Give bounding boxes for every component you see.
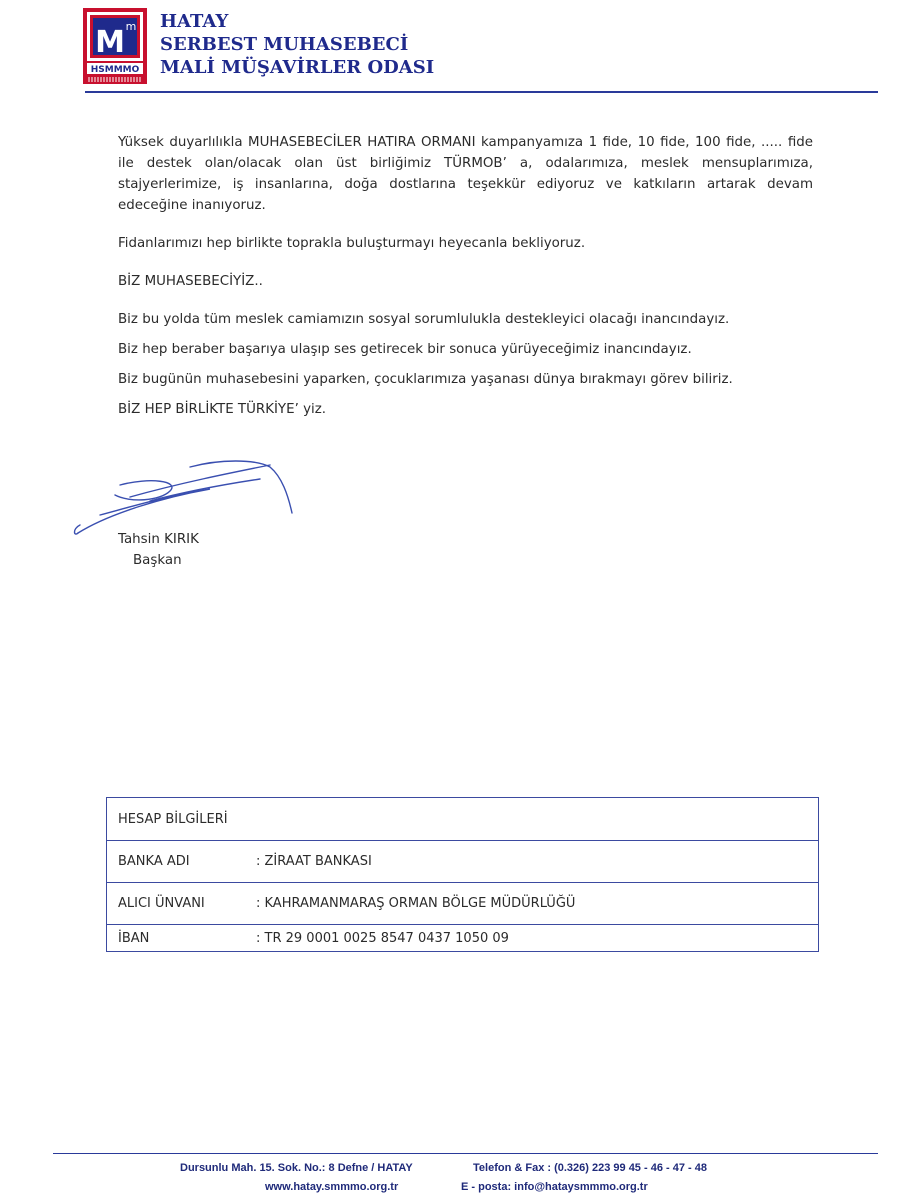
header-divider [85,91,878,93]
table-row [107,841,819,883]
paragraph-slogan: BİZ MUHASEBECİYİZ.. [118,274,263,289]
table-row [107,798,819,841]
footer-divider [53,1153,878,1154]
paragraph-belief-2: Biz hep beraber başarıya ulaşıp ses getirecek bir sonuca yürüyeceğimiz inancındayız. [118,342,692,357]
footer-website: www.hatay.smmmo.org.tr [265,1181,399,1193]
paragraph-duty: Biz bugünün muhasebesini yaparken, çocuklarımıza yaşanası dünya bırakmayı görev biliriz. [118,372,733,387]
svg-text:M: M [95,25,125,60]
recipient-label: ALICI ÜNVANI [107,883,257,925]
paragraph-thanks: Yüksek duyarlılıkla MUHASEBECİLER HATIRA ORMANI kampanyamıza 1 fide, 10 fide, 100 fide, ..... fide ile destek olan/olacak olan üst birliğimiz TÜRMOB’ a, odalarımıza, meslek mensuplarımıza, stajyerlerimize, iş insanlarına, doğa dostlarına teşekkür ediyoruz ve katkıların artarak devam edeceğine inanıyoruz. [118,135,813,213]
bank-info-table [106,797,819,952]
footer-address: Dursunlu Mah. 15. Sok. No.: 8 Defne / HATAY [180,1162,413,1174]
org-line-2: SERBEST MUHASEBECİ [160,34,409,55]
signer-block [118,529,199,571]
paragraph-seedlings: Fidanlarımızı hep birlikte toprakla buluşturmayı heyecanla bekliyoruz. [118,236,586,251]
handwritten-signature [70,455,300,540]
bank-name-value: : ZİRAAT BANKASI [256,841,819,883]
footer-email: E - posta: info@hataysmmmo.org.tr [461,1181,648,1193]
iban-label: İBAN [107,925,257,952]
svg-text:HSMMMO: HSMMMO [90,65,140,75]
bank-name-label: BANKA ADI [107,841,257,883]
paragraph-belief-1: Biz bu yolda tüm meslek camiamızın sosyal sorumlulukla destekleyici olacağı inancındayız. [118,312,730,327]
table-row [107,925,819,952]
table-row [107,883,819,925]
signer-name: Tahsin KIRIK [118,532,199,547]
footer-phone: Telefon & Fax : (0.326) 223 99 45 - 46 - 47 - 48 [473,1162,707,1174]
iban-value: : TR 29 0001 0025 8547 0437 1050 09 [256,925,819,952]
org-line-3: MALİ MÜŞAVİRLER ODASI [160,57,435,78]
recipient-value: : KAHRAMANMARAŞ ORMAN BÖLGE MÜDÜRLÜĞÜ [256,883,819,925]
letter-body [118,132,813,420]
paragraph-closing: BİZ HEP BİRLİKTE TÜRKİYE’ yiz. [118,402,327,417]
org-line-1: HATAY [160,11,229,32]
bank-info-heading: HESAP BİLGİLERİ [107,798,819,841]
organization-name [160,10,434,79]
signer-title: Başkan [133,553,182,568]
svg-text:m: m [125,20,137,33]
chamber-logo [83,8,147,84]
